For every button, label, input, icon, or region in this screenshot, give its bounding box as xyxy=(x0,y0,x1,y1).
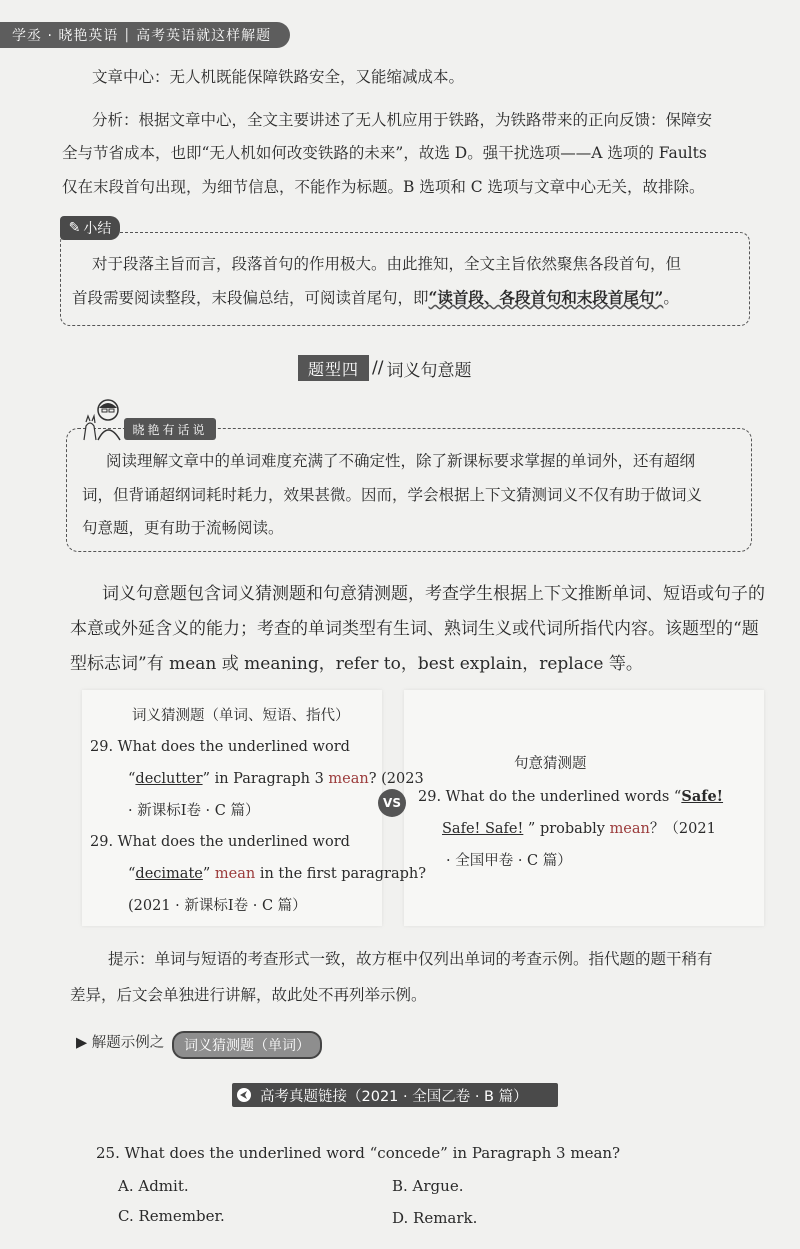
header-brand: 学丞 · 晓艳英语 xyxy=(12,28,119,44)
example-prefix: ▶ 解题示例之 xyxy=(76,1035,165,1051)
q3-year: ？（2021 xyxy=(649,821,716,837)
section-badge: 题型四 xyxy=(298,355,369,381)
analysis-line-3: 仅在末段首句出现，为细节信息，不能作为标题。B 选项和 C 选项与文章中心无关，故排除。 xyxy=(62,178,705,196)
article-center: 文章中心：无人机既能保障铁路安全，又能缩减成本。 xyxy=(92,68,465,86)
q3-text: 29. What do the underlined words “ xyxy=(418,789,682,805)
tip-line-2: 差异，后文会单独进行讲解，故此处不再列举示例。 xyxy=(70,986,427,1004)
teacher-line-2: 词，但背诵超纲词耗时耗力，效果甚微。因而，学会根据上下文猜测词义不仅有助于做词义 xyxy=(82,486,703,504)
body-line-2: 本意或外延含义的能力；考查的单词类型有生词、熟词生义或代词所指代内容。该题型的“题 xyxy=(70,619,759,639)
analysis-line-2: 全与节省成本，也即“无人机如何改变铁路的未来”，故选 D。强干扰选项——A 选项的 Faults xyxy=(62,144,707,162)
slash-icon: // xyxy=(372,358,384,378)
q3-line-1 xyxy=(418,781,723,813)
body-line-3: 型标志词”有 mean 或 meaning，refer to，best explain，replace 等。 xyxy=(70,654,643,674)
summary-line-2-a: 首段需要阅读整段，末段偏总结，可阅读首尾句，即 xyxy=(72,289,429,307)
summary-label xyxy=(60,216,120,240)
option-d[interactable]: D. Remark. xyxy=(392,1209,478,1227)
summary-line-1: 对于段落主旨而言，段落首句的作用极大。由此推知，全文主旨依然聚焦各段首句，但 xyxy=(92,255,682,273)
q1-source: · 新课标Ⅰ卷 · C 篇） xyxy=(128,803,260,819)
option-c[interactable]: C. Remember. xyxy=(118,1207,225,1225)
analysis-line-1: 分析：根据文章中心，全文主要讲述了无人机应用于铁路，为铁路带来的正向反馈：保障安 xyxy=(92,111,713,129)
q3-source: · 全国甲卷 · C 篇） xyxy=(446,853,572,869)
question-stem: 25. What does the underlined word “concede” in Paragraph 3 mean? xyxy=(96,1144,621,1162)
option-b[interactable]: B. Argue. xyxy=(392,1177,464,1195)
summary-line-2 xyxy=(72,283,679,313)
summary-highlight: “读首段、各段首句和末段首尾句” xyxy=(428,288,664,307)
header-separator: | xyxy=(124,27,131,43)
teacher-avatar-icon xyxy=(78,396,128,442)
q2-source: (2021 · 新课标Ⅰ卷 · C 篇） xyxy=(128,898,307,914)
q2-line-1: 29. What does the underlined word xyxy=(90,834,350,850)
section-title-text: 词义句意题 xyxy=(386,360,472,381)
word-guess-title: 词义猜测题（单词、短语、指代） xyxy=(132,708,350,724)
vs-badge: VS xyxy=(378,789,406,817)
header-tab xyxy=(0,22,290,48)
pencil-icon: ✎ xyxy=(68,220,81,236)
q1-line-2: “declutter” in Paragraph 3 mean? (2023 xyxy=(128,771,424,787)
q3-underlined-words: Safe! Safe! xyxy=(442,821,524,837)
sentence-guess-title: 句意猜测题 xyxy=(514,756,587,772)
header-subtitle: 高考英语就这样解题 xyxy=(136,28,272,44)
teacher-label: 晓艳有话说 xyxy=(124,418,216,440)
summary-label-text: 小结 xyxy=(83,221,112,237)
q3-underlined-word: Safe! xyxy=(681,788,724,805)
q1-year: ? (2023 xyxy=(368,771,424,787)
tip-line-1: 提示：单词与短语的考查形式一致，故方框中仅列出单词的考查示例。指代题的题干稍有 xyxy=(108,950,713,968)
q1-line-1: 29. What does the underlined word xyxy=(90,739,350,755)
q3-text-2: ” probably xyxy=(523,821,610,837)
q2-underlined-word: decimate xyxy=(135,866,203,882)
q2-mean: mean xyxy=(214,866,256,882)
exam-link-banner: 高考真题链接（2021 · 全国乙卷 · B 篇） xyxy=(232,1083,558,1107)
teacher-line-3: 句意题，更有助于流畅阅读。 xyxy=(82,519,284,537)
q1-underlined-word: declutter xyxy=(135,771,203,787)
body-line-1: 词义句意题包含词义猜测题和句意猜测题，考查学生根据上下文推断单词、短语或句子的 xyxy=(102,584,765,604)
q1-text: ” in Paragraph 3 xyxy=(202,771,329,787)
arrow-icon xyxy=(236,1087,252,1103)
q2-text: in the first paragraph? xyxy=(255,866,427,882)
q1-mean: mean xyxy=(328,771,369,787)
q2-line-2: “decimate” mean in the first paragraph? xyxy=(128,866,427,882)
section-title xyxy=(372,355,471,381)
option-a[interactable]: A. Admit. xyxy=(118,1177,189,1195)
summary-line-2-c: 。 xyxy=(663,289,679,307)
example-pill: 词义猜测题（单词） xyxy=(172,1031,322,1059)
teacher-line-1: 阅读理解文章中的单词难度充满了不确定性，除了新课标要求掌握的单词外，还有超纲 xyxy=(106,452,696,470)
q3-line-2 xyxy=(442,813,716,845)
q3-mean: mean xyxy=(609,821,650,837)
